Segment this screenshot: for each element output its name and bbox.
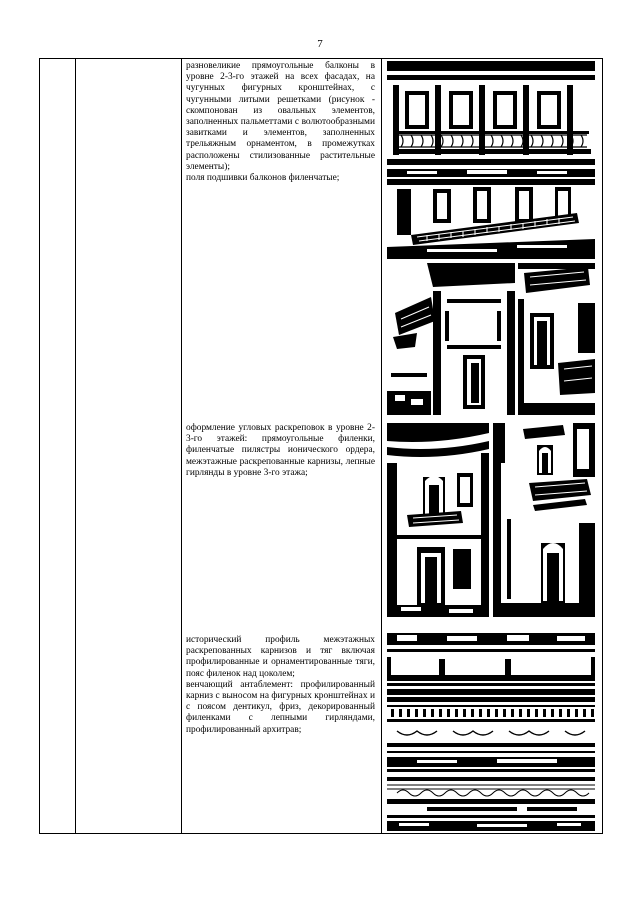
description-paragraph: поля подшивки балконов филенчатые;: [186, 173, 340, 184]
column-divider: [381, 59, 382, 833]
description-paragraph: венчающий антаблемент: профилированный карниз с выносом на фигурных кронштейнах и с поясом дентикул, фриз, декорированный филенками с лепными гирляндами, профилированный архитрав;: [186, 679, 375, 735]
balcony-facade-photo: [387, 61, 595, 177]
description-cornices: [186, 635, 375, 736]
corner-tower-photo: [387, 423, 489, 617]
column-divider: [75, 59, 76, 833]
corner-balcony-right-photo: [518, 263, 595, 415]
description-balconies: [186, 61, 375, 184]
cornice-middle-photo: [387, 697, 595, 767]
description-paragraph: разновеликие прямоугольные балконы в уровне 2-3-го этажей на всех фасадах, на чугунных фигурных кронштейнах, с чугунными литыми решетками (рисунок - скомпонован из овальных элементов, заполненных пальметтами с волютообразными завитками и элементов, заполненных трельяжным орнаментом, в промежутках расположены стилизованные растительные элементы);: [186, 61, 375, 172]
cornice-bottom-photo: [387, 769, 595, 831]
description-paragraph: исторический профиль межэтажных раскрепованных карнизов и тяг включая профилированные и орнаментированные тяги, пояс филенок над цоколем;: [186, 635, 375, 679]
description-corner-projections: [186, 423, 375, 479]
column-divider: [181, 59, 182, 833]
description-paragraph: оформление угловых раскреповок в уровне 2-3-го этажей: прямоугольные филенки, филенчатые пилястры ионического ордера, межэтажные раскрепованные карнизы, лепные гирлянды в уровне 3-го этажа;: [186, 423, 375, 478]
corner-tower-side-photo: [493, 423, 595, 617]
balcony-side-photo: [387, 179, 595, 259]
corner-balcony-left-photo: [387, 263, 515, 415]
cornice-top-photo: [387, 633, 595, 695]
heritage-table: [39, 58, 603, 834]
page-number: 7: [317, 38, 323, 50]
